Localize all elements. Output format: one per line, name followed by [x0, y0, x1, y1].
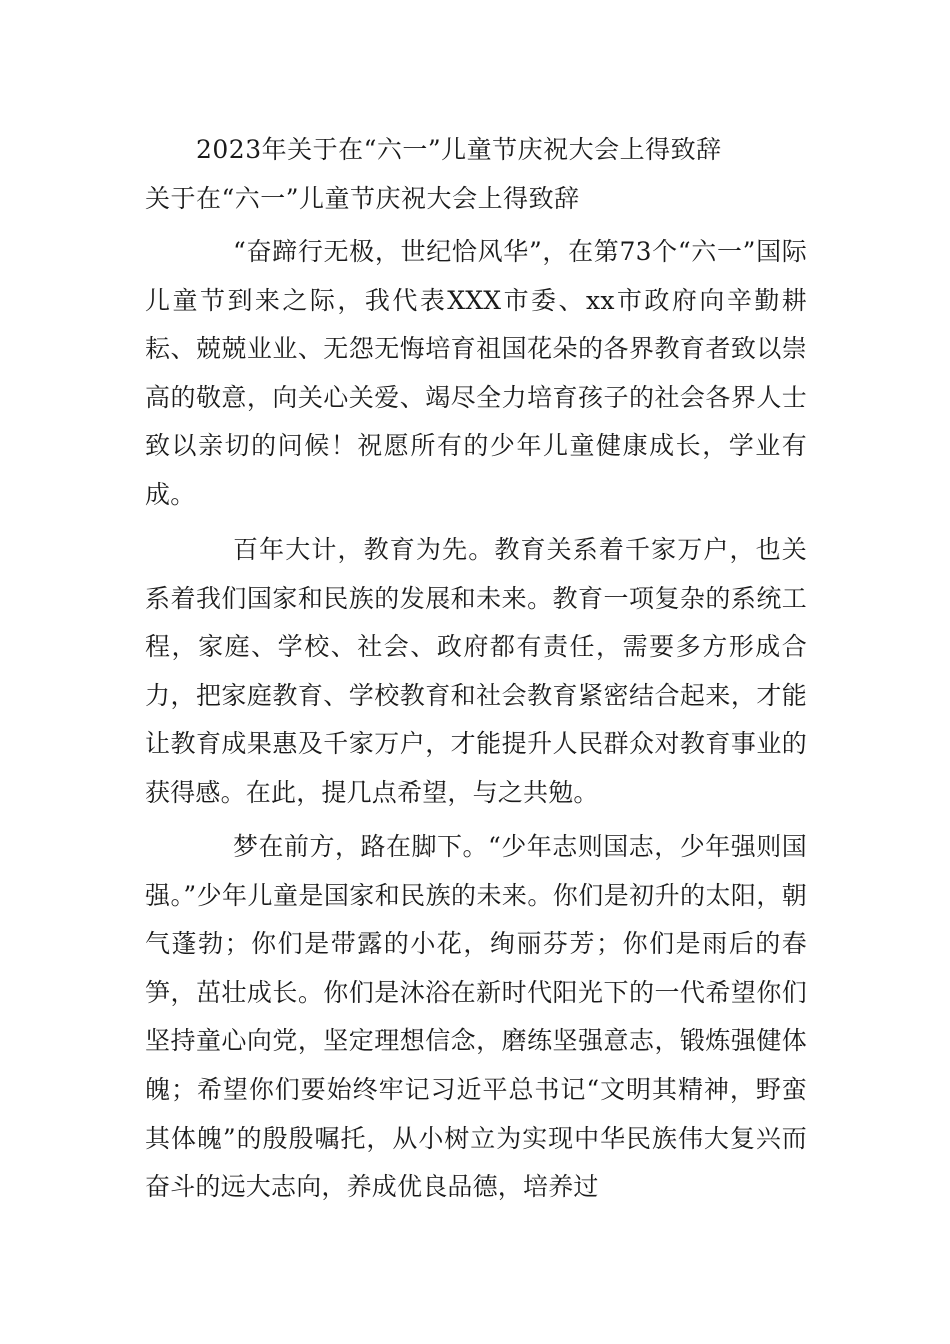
paragraph-dream: 梦在前方，路在脚下。“少年志则国志，少年强则国强。”少年儿童是国家和民族的未来。你们是初升的太阳，朝气蓬勃；你们是带露的小花，绚丽芬芳；你们是雨后的春笋，茁壮成长。你们是沐浴在新时代阳光下的一代希望你们坚持童心向党，坚定理想信念，磨练坚强意志，锻炼强健体魄；希望你们要始终牢记习近平总书记“文明其精神，野蛮其体魄”的殷殷嘱托，从小树立为实现中华民族伟大复兴而奋斗的远大志向，养成优良品德，培养过: [145, 832, 807, 1202]
paragraph-education: 百年大计，教育为先。教育关系着千家万户，也关系着我们国家和民族的发展和未来。教育一项复杂的系统工程，家庭、学校、社会、政府都有责任，需要多方形成合力，把家庭教育、学校教育和社会教育紧密结合起来，才能让教育成果惠及千家万户，才能提升人民群众对教育事业的获得感。在此，提几点希望，与之共勉。: [145, 535, 807, 807]
paragraph-greeting: “奋蹄行无极，世纪恰风华”，在第73个“六一”国际儿童节到来之际，我代表XXX市委、xx市政府向辛勤耕耘、兢兢业业、无怨无悔培育祖国花朵的各界教育者致以崇高的敬意，向关心关爱、竭尽全力培育孩子的社会各界人士致以亲切的问候！祝愿所有的少年儿童健康成长，学业有成。: [145, 237, 807, 509]
document-subtitle: 关于在“六一”儿童节庆祝大会上得致辞: [145, 184, 580, 213]
document-title: 2023年关于在“六一”儿童节庆祝大会上得致辞: [196, 135, 722, 164]
